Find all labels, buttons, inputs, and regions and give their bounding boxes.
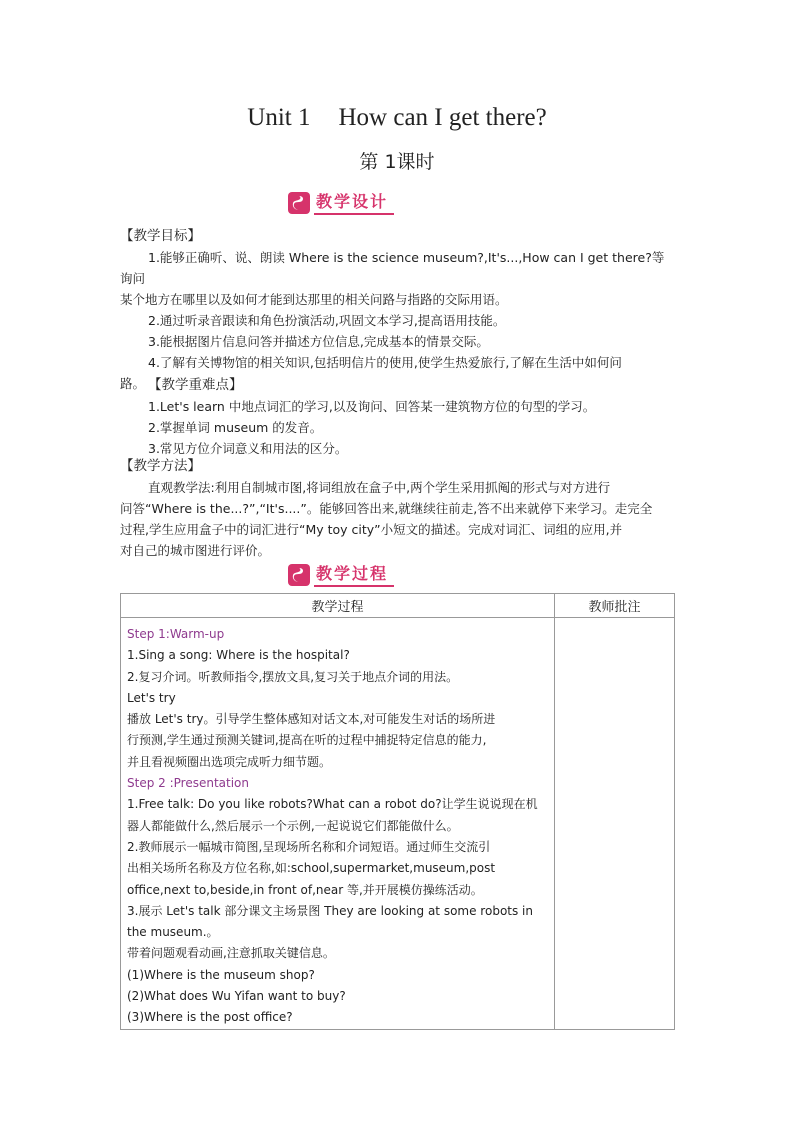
teacher-notes-cell <box>555 618 675 1030</box>
method-line: 过程,学生应用盒子中的词汇进行“My toy city”小短文的描述。完成对词汇、词组的应用,并 <box>120 522 623 537</box>
step-heading: Step 2 :Presentation <box>127 776 249 791</box>
process-line: (2)What does Wu Yifan want to buy? <box>127 989 346 1004</box>
process-line: 2.教师展示一幅城市简图,呈现场所名称和介词短语。通过师生交流引 <box>127 839 491 854</box>
key-point-line: 1.Let's learn 中地点词汇的学习,以及询问、回答某一建筑物方位的句型的学习。 <box>148 399 596 414</box>
method-line: 对自己的城市图进行评价。 <box>120 543 271 558</box>
key-points-section <box>120 374 676 459</box>
process-line: office,next to,beside,in front of,near 等,并开展模仿操练活动。 <box>127 882 483 897</box>
unit-label: Unit 1 <box>247 104 311 131</box>
column-header-notes: 教师批注 <box>555 594 675 618</box>
process-line: 3.展示 Let's talk 部分课文主场景图 They are looking at some robots in <box>127 903 533 918</box>
table-row <box>121 618 675 1030</box>
step-heading: Step 1:Warm-up <box>127 627 225 641</box>
objective-line: 4.了解有关博物馆的相关知识,包括明信片的使用,使学生热爱旅行,了解在生活中如何问 <box>148 355 622 370</box>
methods-section <box>120 455 676 561</box>
objective-line: 某个地方在哪里以及如何才能到达那里的相关问路与指路的交际用语。 <box>120 292 508 307</box>
key-point-line: 2.掌握单词 museum 的发音。 <box>148 420 323 435</box>
section-badge-design <box>288 190 394 216</box>
section-badge-process <box>288 562 394 588</box>
process-line: Let's try <box>127 690 176 705</box>
objective-line: 3.能根据图片信息问答并描述方位信息,完成基本的情景交际。 <box>148 334 489 349</box>
process-table <box>120 593 675 1030</box>
process-line: 并且看视频圈出选项完成听力细节题。 <box>127 754 332 769</box>
objective-line: 2.通过听录音跟读和角色扮演活动,巩固文本学习,提高语用技能。 <box>148 313 506 328</box>
key-point-line: 3.常见方位介词意义和用法的区分。 <box>148 441 348 456</box>
process-line: 器人都能做什么,然后展示一个示例,一起说说它们都能做什么。 <box>127 818 459 833</box>
process-line: 行预测,学生通过预测关键词,提高在听的过程中捕捉特定信息的能力, <box>127 733 487 748</box>
process-line: (3)Where is the post office? <box>127 1010 293 1025</box>
methods-heading: 【教学方法】 <box>120 458 201 474</box>
section-title-process: 教学过程 <box>314 564 394 587</box>
objectives-heading: 【教学目标】 <box>120 228 201 244</box>
method-line: 直观教学法:利用自制城市图,将词组放在盒子中,两个学生采用抓阄的形式与对方进行 <box>148 480 611 495</box>
process-line: the museum.。 <box>127 925 219 940</box>
process-line: 1.Sing a song: Where is the hospital? <box>127 648 350 663</box>
process-line: 1.Free talk: Do you like robots?What can a robot do?让学生说说现在机 <box>127 797 538 812</box>
section-logo-icon <box>288 192 310 214</box>
objective-line: 路。 <box>120 376 146 391</box>
process-line: 带着问题观看动画,注意抓取关键信息。 <box>127 946 335 961</box>
process-content-cell <box>121 618 555 1030</box>
page-title <box>0 104 794 132</box>
objectives-section <box>120 225 676 394</box>
table-header-row <box>121 594 675 618</box>
column-header-process: 教学过程 <box>121 594 555 618</box>
lesson-number: 第 1课时 <box>359 151 435 173</box>
process-line: (1)Where is the museum shop? <box>127 967 315 982</box>
process-line: 2.复习介词。听教师指令,摆放文具,复习关于地点介词的用法。 <box>127 669 459 684</box>
process-line: 播放 Let's try。引导学生整体感知对话文本,对可能发生对话的场所进 <box>127 712 496 727</box>
section-title-design: 教学设计 <box>314 192 394 215</box>
objective-line: 1.能够正确听、说、朗读 Where is the science museum?,It's...,How can I get there?等询问 <box>120 250 665 286</box>
process-line: 出相关场所名称及方位名称,如:school,supermarket,museum,post <box>127 861 496 876</box>
section-logo-icon <box>288 564 310 586</box>
key-points-heading: 【教学重难点】 <box>148 377 243 393</box>
unit-topic: How can I get there? <box>338 104 547 131</box>
method-line: 问答“Where is the...?”,“It's....”。能够回答出来,就继续往前走,答不出来就停下来学习。走完全 <box>120 501 653 516</box>
